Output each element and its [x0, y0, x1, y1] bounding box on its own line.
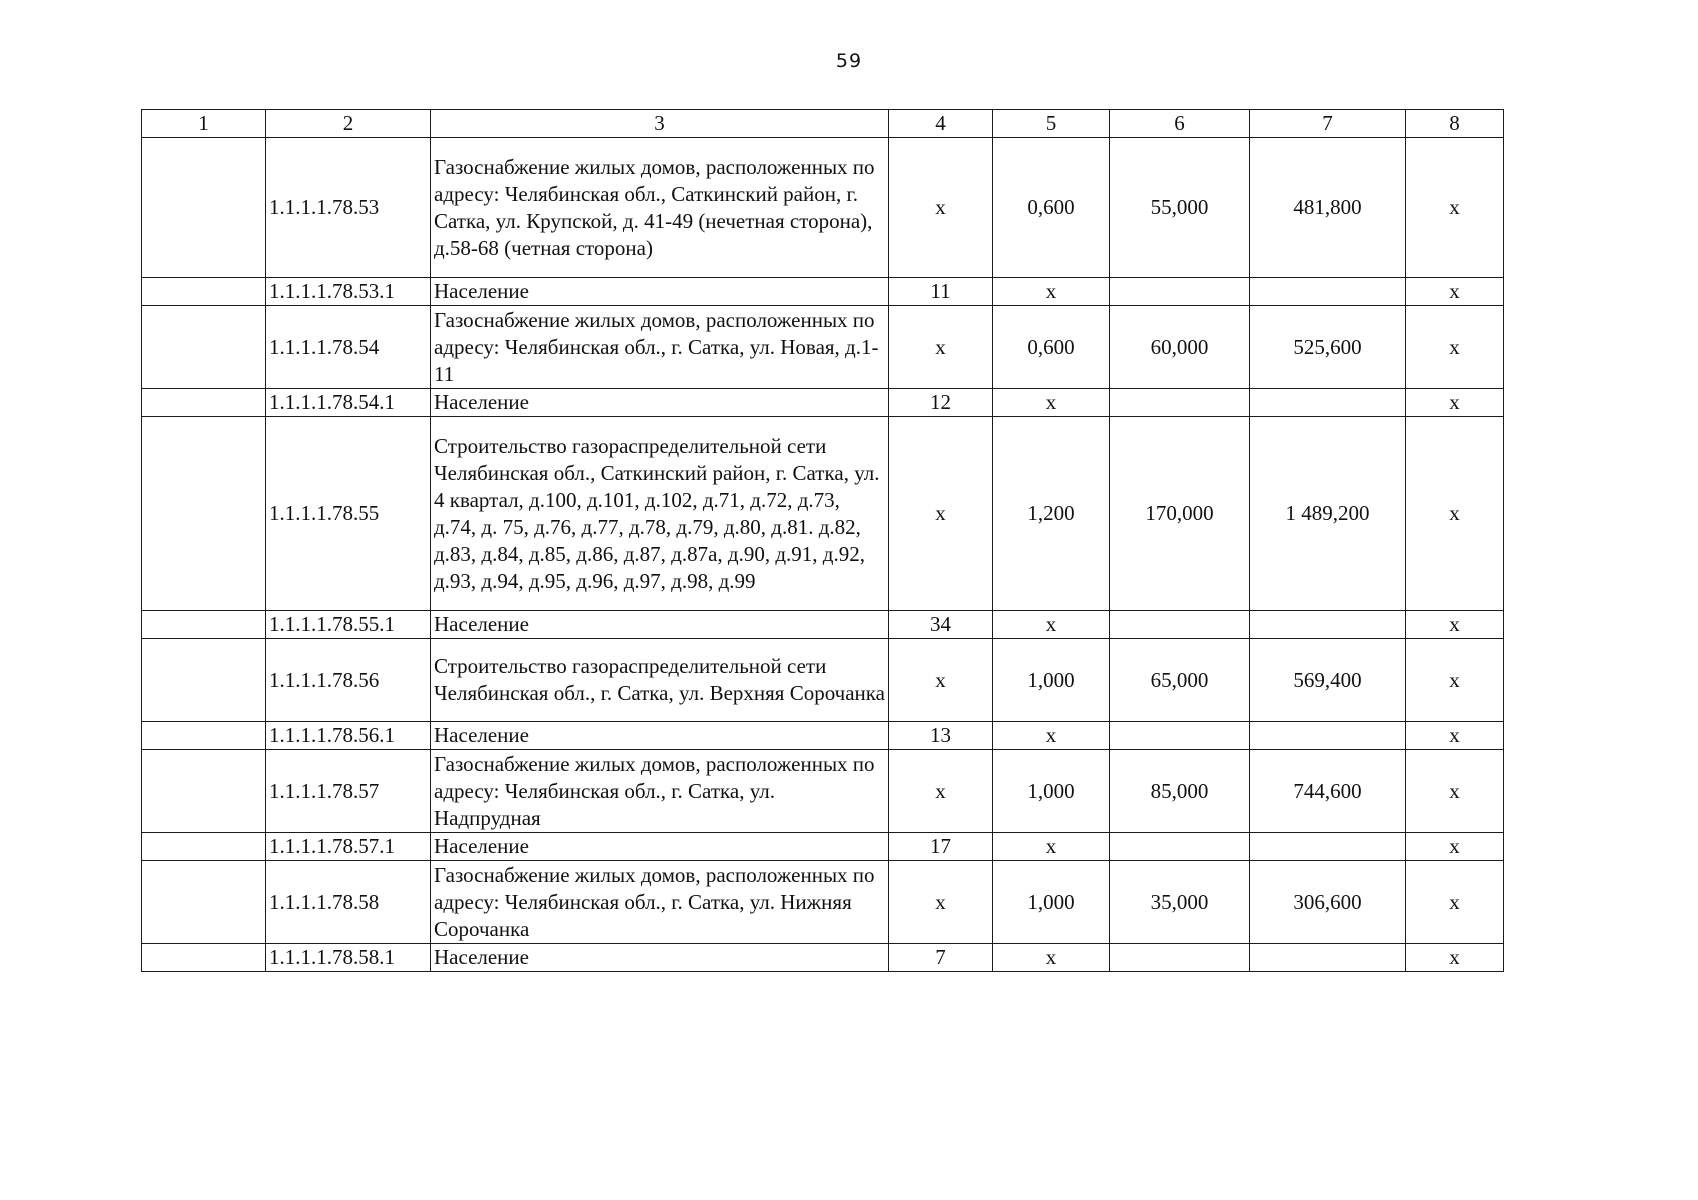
cell-col4: х: [889, 750, 993, 833]
cell-col5: х: [993, 722, 1110, 750]
item-code: 1.1.1.1.78.56: [266, 639, 431, 722]
item-description: Население: [431, 833, 889, 861]
item-code: 1.1.1.1.78.56.1: [266, 722, 431, 750]
table-row: [142, 833, 1504, 861]
item-code: 1.1.1.1.78.58.1: [266, 944, 431, 972]
item-code: 1.1.1.1.78.54.1: [266, 389, 431, 417]
empty-cell: [142, 611, 266, 639]
cell-col8: х: [1406, 611, 1504, 639]
column-header: 1: [142, 110, 266, 138]
table-row: [142, 722, 1504, 750]
item-description: Население: [431, 722, 889, 750]
cell-col4: 7: [889, 944, 993, 972]
table-row: [142, 138, 1504, 278]
cell-col5: 0,600: [993, 306, 1110, 389]
table-row: [142, 944, 1504, 972]
empty-cell: [142, 944, 266, 972]
item-code: 1.1.1.1.78.58: [266, 861, 431, 944]
cell-col8: х: [1406, 861, 1504, 944]
cell-col8: х: [1406, 639, 1504, 722]
empty-cell: [142, 389, 266, 417]
cell-col8: х: [1406, 138, 1504, 278]
item-description: Газоснабжение жилых домов, расположенных по адресу: Челябинская обл., г. Сатка, ул. Нижняя Сорочанка: [431, 861, 889, 944]
item-description: Строительство газораспределительной сети Челябинская обл., г. Сатка, ул. Верхняя Сорочанка: [431, 639, 889, 722]
cell-col8: х: [1406, 306, 1504, 389]
cell-col4: 11: [889, 278, 993, 306]
cell-col6: [1110, 722, 1250, 750]
cell-col4: х: [889, 417, 993, 611]
cell-col5: 1,000: [993, 639, 1110, 722]
cell-col4: х: [889, 138, 993, 278]
cell-col4: х: [889, 861, 993, 944]
column-header: 2: [266, 110, 431, 138]
cell-col8: х: [1406, 722, 1504, 750]
cell-col8: х: [1406, 944, 1504, 972]
cell-col8: х: [1406, 750, 1504, 833]
cell-col4: 12: [889, 389, 993, 417]
item-description: Газоснабжение жилых домов, расположенных по адресу: Челябинская обл., Саткинский район, г. Сатка, ул. Крупской, д. 41-49 (нечетная сторона), д.58-68 (четная сторона): [431, 138, 889, 278]
cell-col6: [1110, 611, 1250, 639]
cell-col7: 744,600: [1250, 750, 1406, 833]
cell-col5: х: [993, 611, 1110, 639]
table-row: [142, 750, 1504, 833]
cell-col7: [1250, 944, 1406, 972]
cell-col5: х: [993, 389, 1110, 417]
cell-col6: 60,000: [1110, 306, 1250, 389]
empty-cell: [142, 861, 266, 944]
cell-col5: 1,000: [993, 750, 1110, 833]
cell-col5: х: [993, 278, 1110, 306]
cell-col4: 34: [889, 611, 993, 639]
cell-col6: [1110, 278, 1250, 306]
column-header: 3: [431, 110, 889, 138]
cell-col6: [1110, 389, 1250, 417]
cell-col7: [1250, 833, 1406, 861]
cell-col6: [1110, 833, 1250, 861]
table-row: [142, 611, 1504, 639]
cell-col5: 1,200: [993, 417, 1110, 611]
cell-col4: х: [889, 639, 993, 722]
cell-col7: [1250, 611, 1406, 639]
item-code: 1.1.1.1.78.55.1: [266, 611, 431, 639]
cell-col7: [1250, 722, 1406, 750]
cell-col7: [1250, 278, 1406, 306]
cell-col4: 13: [889, 722, 993, 750]
cell-col5: х: [993, 944, 1110, 972]
empty-cell: [142, 722, 266, 750]
table-row: [142, 278, 1504, 306]
cell-col7: [1250, 389, 1406, 417]
empty-cell: [142, 417, 266, 611]
column-header: 5: [993, 110, 1110, 138]
cell-col7: 525,600: [1250, 306, 1406, 389]
cell-col4: х: [889, 306, 993, 389]
cell-col6: 35,000: [1110, 861, 1250, 944]
cell-col6: 65,000: [1110, 639, 1250, 722]
table-row: [142, 389, 1504, 417]
item-code: 1.1.1.1.78.53.1: [266, 278, 431, 306]
item-description: Население: [431, 944, 889, 972]
item-description: Население: [431, 278, 889, 306]
cell-col8: х: [1406, 833, 1504, 861]
item-code: 1.1.1.1.78.53: [266, 138, 431, 278]
empty-cell: [142, 306, 266, 389]
item-description: Газоснабжение жилых домов, расположенных по адресу: Челябинская обл., г. Сатка, ул. Новая, д.1-11: [431, 306, 889, 389]
table-row: [142, 417, 1504, 611]
cell-col7: 569,400: [1250, 639, 1406, 722]
item-code: 1.1.1.1.78.57: [266, 750, 431, 833]
cell-col6: 170,000: [1110, 417, 1250, 611]
cell-col6: 55,000: [1110, 138, 1250, 278]
cell-col6: [1110, 944, 1250, 972]
item-description: Население: [431, 389, 889, 417]
table-row: [142, 306, 1504, 389]
cell-col7: 1 489,200: [1250, 417, 1406, 611]
empty-cell: [142, 138, 266, 278]
empty-cell: [142, 278, 266, 306]
table-row: [142, 861, 1504, 944]
empty-cell: [142, 750, 266, 833]
item-code: 1.1.1.1.78.55: [266, 417, 431, 611]
column-header: 6: [1110, 110, 1250, 138]
column-header: 7: [1250, 110, 1406, 138]
cell-col7: 306,600: [1250, 861, 1406, 944]
item-code: 1.1.1.1.78.57.1: [266, 833, 431, 861]
cell-col8: х: [1406, 417, 1504, 611]
table-row: [142, 639, 1504, 722]
column-number-header-row: [142, 110, 1504, 138]
item-description: Газоснабжение жилых домов, расположенных по адресу: Челябинская обл., г. Сатка, ул. Надпрудная: [431, 750, 889, 833]
column-header: 4: [889, 110, 993, 138]
cell-col5: х: [993, 833, 1110, 861]
cell-col6: 85,000: [1110, 750, 1250, 833]
cell-col8: х: [1406, 278, 1504, 306]
cell-col5: 1,000: [993, 861, 1110, 944]
empty-cell: [142, 833, 266, 861]
cell-col4: 17: [889, 833, 993, 861]
cell-col8: х: [1406, 389, 1504, 417]
cell-col7: 481,800: [1250, 138, 1406, 278]
item-description: Строительство газораспределительной сети Челябинская обл., Саткинский район, г. Сатка, ул. 4 квартал, д.100, д.101, д.102, д.71, д.72, д.73, д.74, д. 75, д.76, д.77, д.78, д.79, д.80, д.81. д.82, д.83, д.84, д.85, д.86, д.87, д.87а, д.90, д.91, д.92, д.93, д.94, д.95, д.96, д.97, д.98, д.99: [431, 417, 889, 611]
item-description: Население: [431, 611, 889, 639]
empty-cell: [142, 639, 266, 722]
page-number: 59: [835, 50, 863, 72]
data-table: [141, 109, 1504, 972]
item-code: 1.1.1.1.78.54: [266, 306, 431, 389]
cell-col5: 0,600: [993, 138, 1110, 278]
column-header: 8: [1406, 110, 1504, 138]
